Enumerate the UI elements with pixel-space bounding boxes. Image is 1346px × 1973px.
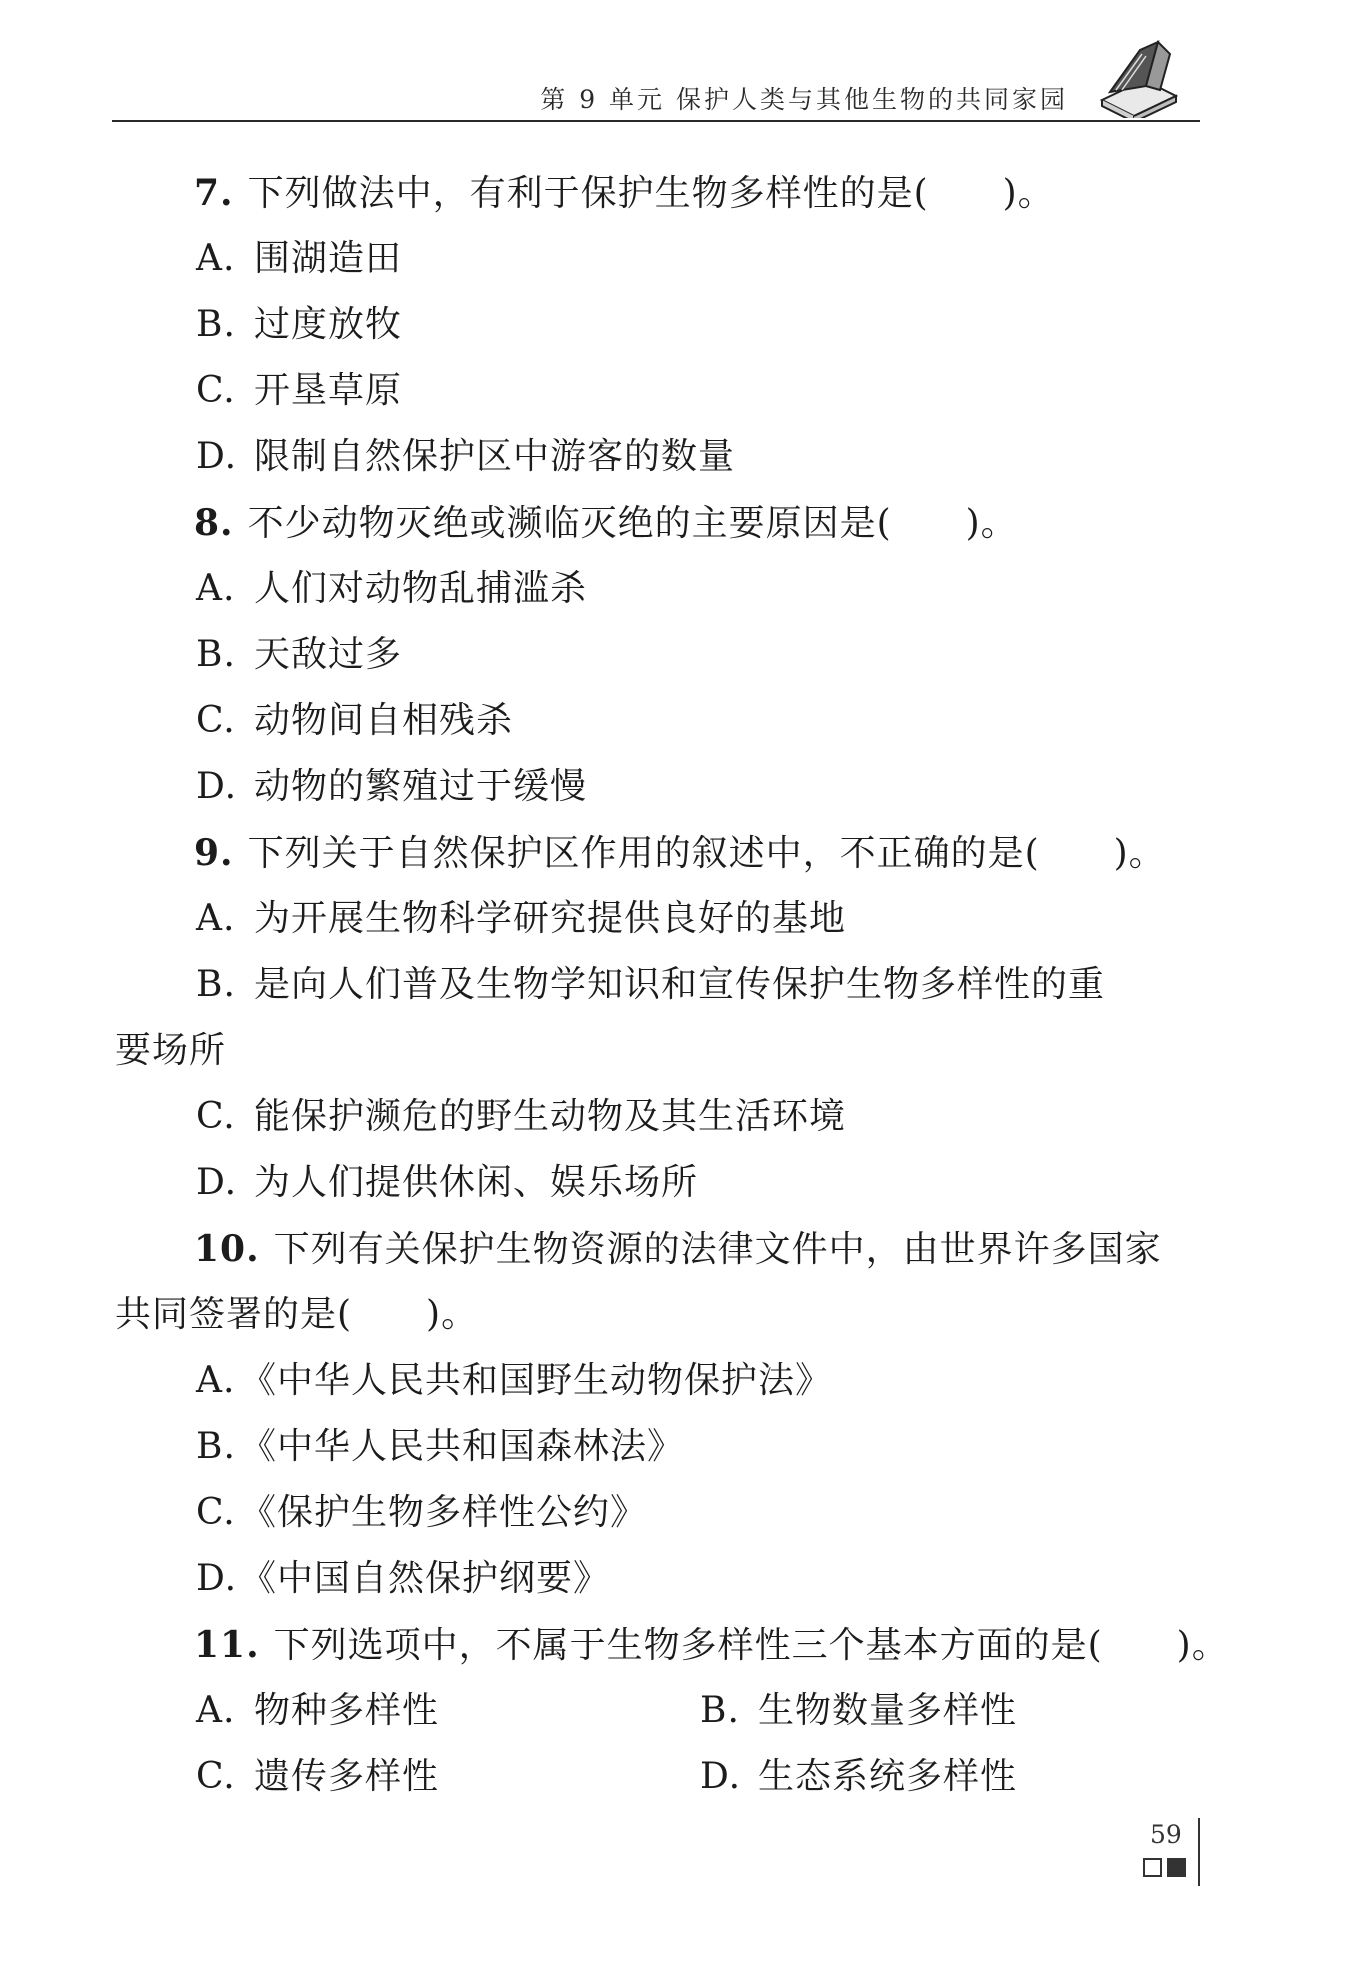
question-list [115, 160, 1229, 1810]
option-letter: D. [700, 1756, 742, 1797]
option-letter: A. [196, 1690, 236, 1731]
option-letter: C. [196, 370, 236, 411]
option-text: 物种多样性 [254, 1690, 440, 1731]
question-10-stem [115, 1216, 1200, 1282]
option-letter: C. [196, 1096, 236, 1137]
option-text: 遗传多样性 [254, 1756, 440, 1797]
question-9-stem [115, 820, 1200, 886]
question-11-stem [115, 1612, 1229, 1678]
option-11c [196, 1756, 439, 1797]
option-text: 动物间自相残杀 [254, 700, 514, 741]
option-9c [115, 1084, 1200, 1150]
unit-title: 第 9 单元 保护人类与其他生物的共同家园 [540, 85, 1068, 114]
option-8d [115, 754, 1200, 820]
option-8c [115, 688, 1200, 754]
option-letter: B. [700, 1690, 740, 1731]
option-letter: A. [196, 568, 236, 609]
question-8-stem [115, 490, 1200, 556]
option-10a [115, 1348, 1200, 1414]
option-text: 能保护濒危的野生动物及其生活环境 [254, 1096, 847, 1137]
question-7-stem [115, 160, 1200, 226]
option-letter: B. [196, 634, 236, 675]
option-row-11cd [115, 1744, 1200, 1810]
question-text: 下列关于自然保护区作用的叙述中，不正确的是( )。 [247, 833, 1166, 874]
question-text: 下列选项中，不属于生物多样性三个基本方面的是( )。 [273, 1625, 1229, 1666]
option-text: 限制自然保护区中游客的数量 [254, 436, 736, 477]
option-10b [115, 1414, 1200, 1480]
empty-square-icon [1143, 1858, 1162, 1877]
option-text: 是向人们普及生物学知识和宣传保护生物多样性的重 [254, 964, 1106, 1005]
option-7a [115, 226, 1200, 292]
option-letter: A. [196, 1360, 236, 1401]
option-8a [115, 556, 1200, 622]
option-letter: C. [196, 700, 236, 741]
option-11d [700, 1744, 1017, 1810]
question-number: 11. [194, 1624, 260, 1666]
option-letter: D. [196, 766, 238, 807]
question-number: 10. [194, 1228, 260, 1270]
option-letter: B. [196, 1426, 236, 1467]
option-text: 动物的繁殖过于缓慢 [254, 766, 588, 807]
option-9d [115, 1150, 1200, 1216]
option-8b [115, 622, 1200, 688]
question-number: 8. [194, 502, 234, 544]
option-text: 为人们提供休闲、娱乐场所 [254, 1162, 699, 1203]
option-text: 《中国自然保护纲要》 [240, 1558, 611, 1599]
footer-divider [1198, 1818, 1200, 1886]
option-7c [115, 358, 1200, 424]
option-letter: B. [196, 964, 236, 1005]
question-number: 7. [194, 172, 234, 214]
page-number: 59 [1150, 1820, 1182, 1849]
option-text: 生物数量多样性 [758, 1690, 1018, 1731]
filled-square-icon [1167, 1858, 1186, 1877]
option-10c [115, 1480, 1200, 1546]
option-letter: D. [196, 436, 238, 477]
option-letter: B. [196, 304, 236, 345]
option-text: 生态系统多样性 [758, 1756, 1018, 1797]
question-number: 9. [194, 832, 234, 874]
option-text: 《中华人民共和国野生动物保护法》 [240, 1360, 833, 1401]
option-text: 过度放牧 [254, 304, 403, 345]
book-icon [1096, 40, 1182, 118]
footer-box-icons [1143, 1858, 1195, 1880]
option-11a [196, 1690, 439, 1731]
option-9b [115, 952, 1200, 1018]
option-letter: C. [196, 1756, 236, 1797]
option-text: 天敌过多 [254, 634, 403, 675]
option-9a [115, 886, 1200, 952]
option-letter: D. [196, 1162, 238, 1203]
header-rule [112, 120, 1200, 122]
option-11b [700, 1678, 1017, 1744]
page-header [112, 40, 1200, 124]
option-10d [115, 1546, 1200, 1612]
option-letter: A. [196, 898, 236, 939]
option-row-11ab [115, 1678, 1200, 1744]
option-text: 人们对动物乱捕滥杀 [254, 568, 588, 609]
option-9b-continuation: 要场所 [115, 1030, 227, 1071]
option-text: 《保护生物多样性公约》 [240, 1492, 648, 1533]
option-7d [115, 424, 1200, 490]
option-letter: D. [196, 1558, 238, 1599]
option-text: 《中华人民共和国森林法》 [240, 1426, 685, 1467]
option-letter: A. [196, 238, 236, 279]
question-10-stem-continuation: 共同签署的是( )。 [115, 1294, 479, 1335]
option-letter: C. [196, 1492, 236, 1533]
option-text: 开垦草原 [254, 370, 403, 411]
option-text: 为开展生物科学研究提供良好的基地 [254, 898, 847, 939]
question-text: 不少动物灭绝或濒临灭绝的主要原因是( )。 [247, 503, 1018, 544]
option-7b [115, 292, 1200, 358]
option-text: 围湖造田 [254, 238, 403, 279]
question-text: 下列做法中，有利于保护生物多样性的是( )。 [247, 173, 1055, 214]
question-text: 下列有关保护生物资源的法律文件中，由世界许多国家 [273, 1229, 1162, 1270]
